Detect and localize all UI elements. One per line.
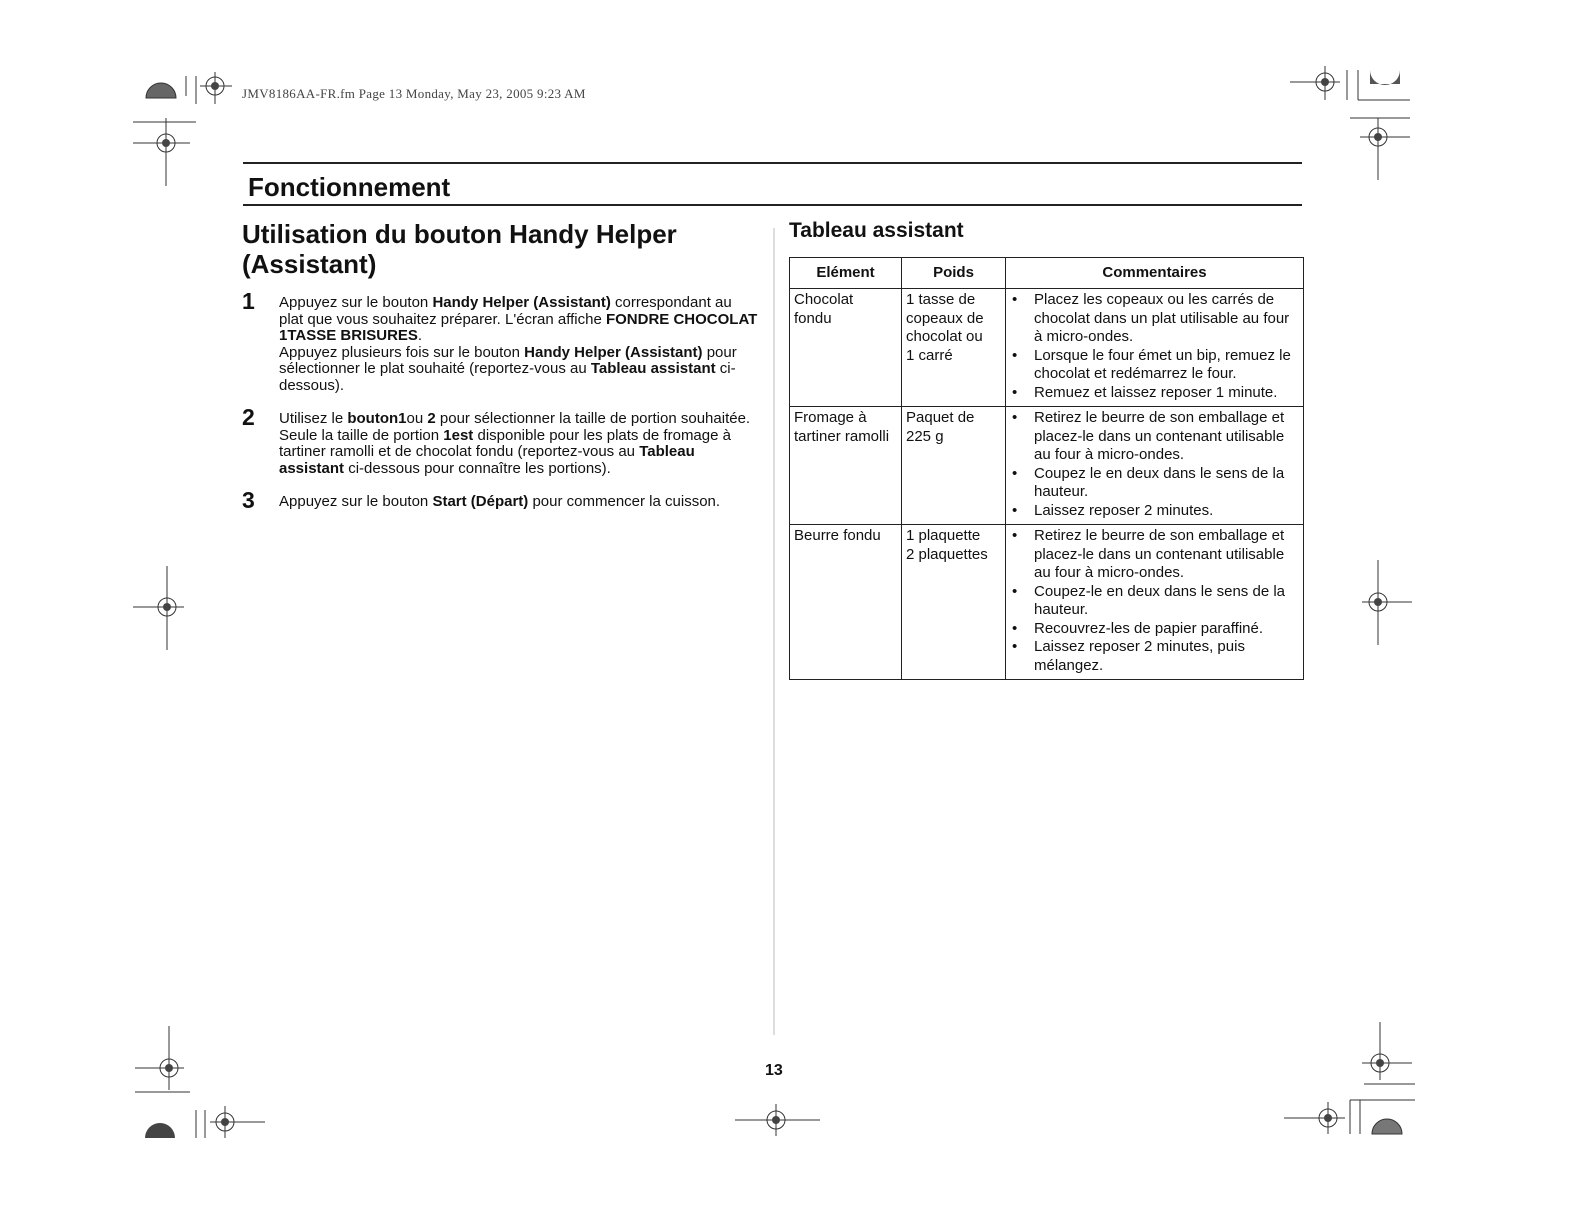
- comment-item: • Lorsque le four émet un bip, remuez le chocolat et redémarrez le four.: [1010, 347, 1301, 384]
- main-heading-line1: Utilisation du bouton Handy Helper: [242, 219, 677, 249]
- header-commentaires: Commentaires: [1006, 258, 1304, 289]
- step-text: [279, 494, 759, 511]
- step-text-run: Utilisez le: [279, 410, 348, 427]
- step-text-run: Appuyez sur le bouton: [279, 294, 433, 311]
- section-top-rule: [243, 162, 1302, 164]
- step-text-run: .: [417, 327, 423, 344]
- step-text-bold: FONDRE CHOCOLAT 1TASSE BRISURES: [279, 310, 758, 344]
- crosshair-mark: [160, 1059, 178, 1077]
- step-number: 2: [242, 404, 255, 430]
- step-text-run: correspondant au plat que vous souhaitez préparer. L'écran affiche: [279, 294, 732, 328]
- comment-list: [1010, 409, 1301, 520]
- comment-item: • Recouvrez-les de papier paraffiné.: [1010, 620, 1301, 639]
- section-bottom-rule: [243, 204, 1302, 206]
- step-text-run: Appuyez sur le bouton: [279, 493, 433, 510]
- cell-element-line: Fromage à: [794, 409, 867, 426]
- step-text-bold: 1est: [443, 426, 474, 444]
- comment-item: • Laissez reposer 2 minutes, puis mélangez.: [1010, 638, 1301, 675]
- cell-element: [790, 525, 902, 680]
- cell-element: [790, 289, 902, 407]
- cell-poids: [902, 525, 1006, 680]
- comment-item: • Laissez reposer 2 minutes.: [1010, 502, 1301, 521]
- crosshair-mark: [158, 598, 176, 616]
- main-heading-line2: (Assistant): [242, 249, 377, 279]
- crosshair-mark: [1369, 593, 1387, 611]
- step-text-run: pour sélectionner le plat souhaité (reportez-vous au: [279, 343, 737, 377]
- table-row: [790, 289, 1304, 407]
- crosshair-mark: [157, 134, 175, 152]
- step-text-bold: Handy Helper (Assistant): [524, 343, 703, 361]
- comment-item: • Placez les copeaux ou les carrés de chocolat dans un plat utilisable au four à micro-ondes.: [1010, 291, 1301, 347]
- cell-poids: [902, 289, 1006, 407]
- comment-item: • Remuez et laissez reposer 1 minute.: [1010, 384, 1301, 403]
- comment-item: • Retirez le beurre de son emballage et placez-le dans un contenant utilisable au four à micro-ondes.: [1010, 527, 1301, 583]
- comment-list: [1010, 291, 1301, 402]
- cell-comments: [1006, 289, 1304, 407]
- step-text-run: ci-dessous).: [279, 360, 736, 394]
- cell-poids: [902, 407, 1006, 525]
- comment-item: • Coupez le en deux dans le sens de la hauteur.: [1010, 465, 1301, 502]
- page-number: 13: [765, 1062, 783, 1079]
- cell-poids-line: 1 carré: [906, 346, 953, 364]
- crosshair-mark: [216, 1113, 234, 1131]
- step-text-bold: bouton1: [347, 410, 407, 427]
- crosshair-mark: [206, 77, 224, 95]
- step-text: [279, 295, 759, 394]
- cell-comments: [1006, 525, 1304, 680]
- step-text-bold: Start (Départ): [432, 493, 529, 510]
- step-text-bold: Tableau assistant: [590, 360, 716, 377]
- crosshair-mark: [1371, 1054, 1389, 1072]
- cell-element-line: fondu: [794, 309, 832, 327]
- cell-poids-line: 2 plaquettes: [906, 545, 988, 563]
- cell-poids-line: copeaux de: [906, 309, 984, 327]
- cell-poids-line: chocolat ou: [906, 328, 983, 345]
- step-text-run: pour sélectionner la taille de portion souhaitée. Seule la taille de portion: [279, 410, 751, 444]
- table-row: [790, 407, 1304, 525]
- cell-element-line: Chocolat: [794, 291, 854, 308]
- section-title: Fonctionnement: [248, 172, 451, 202]
- cell-element-line: Beurre fondu: [794, 527, 881, 544]
- step-text-run: ou: [406, 410, 428, 427]
- main-heading: [242, 219, 742, 279]
- crosshair-mark: [767, 1111, 785, 1129]
- comment-item: • Coupez-le en deux dans le sens de la hauteur.: [1010, 583, 1301, 620]
- step-text-bold: Tableau assistant: [279, 443, 695, 477]
- cell-element-line: tartiner ramolli: [794, 427, 890, 445]
- crosshair-mark: [1319, 1109, 1337, 1127]
- crosshair-mark: [1369, 128, 1387, 146]
- header-poids: Poids: [902, 258, 1006, 289]
- cell-poids-line: 225 g: [906, 427, 944, 445]
- step-text-run: Appuyez plusieurs fois sur le bouton: [279, 343, 525, 361]
- step-text-run: disponible pour les plats de fromage à tartiner ramolli et de chocolat fondu (reportez-vous au: [279, 426, 731, 460]
- step-text-bold: Handy Helper (Assistant): [432, 294, 611, 311]
- cell-element: [790, 407, 902, 525]
- step-number: 3: [242, 487, 255, 513]
- header-element: Elément: [790, 258, 902, 289]
- step-text: [279, 411, 759, 477]
- cell-poids-line: 1 plaquette: [906, 527, 981, 544]
- table-title: Tableau assistant: [789, 219, 964, 242]
- assistant-table: [789, 257, 1304, 680]
- step-text-run: pour commencer la cuisson.: [528, 493, 721, 510]
- table-header-row: [790, 258, 1304, 289]
- comment-list: [1010, 527, 1301, 675]
- step-number: 1: [242, 288, 255, 314]
- print-file-header: JMV8186AA-FR.fm Page 13 Monday, May 23, 2005 9:23 AM: [242, 86, 586, 101]
- cell-poids-line: Paquet de: [906, 409, 975, 426]
- table-row: [790, 525, 1304, 680]
- cell-comments: [1006, 407, 1304, 525]
- step-text-run: ci-dessous pour connaître les portions).: [344, 459, 611, 477]
- step-text-bold: 2: [427, 410, 436, 427]
- cell-poids-line: 1 tasse de: [906, 291, 976, 308]
- crosshair-mark: [1316, 73, 1334, 91]
- comment-item: • Retirez le beurre de son emballage et placez-le dans un contenant utilisable au four à micro-ondes.: [1010, 409, 1301, 465]
